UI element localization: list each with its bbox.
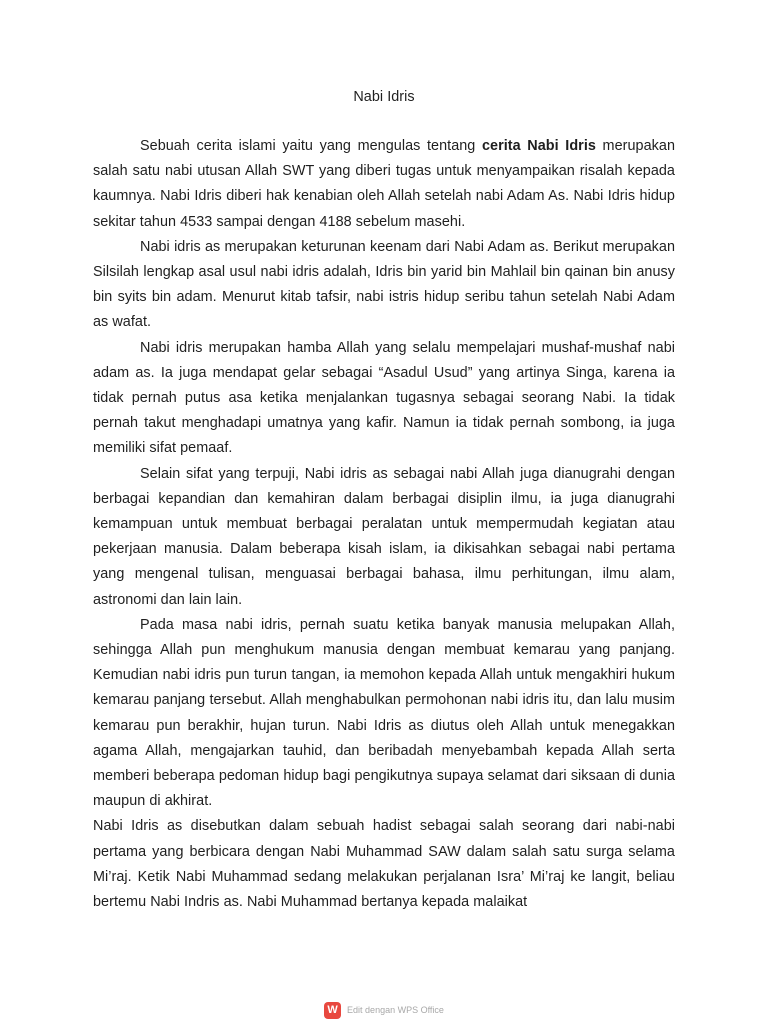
paragraph-6: Nabi Idris as disebutkan dalam sebuah hadist sebagai salah seorang dari nabi-nabi pertama yang berbicara dengan Nabi Muhammad SAW dalam salah satu surga selama Mi’raj. Ketik Nabi Muhammad sedang melakukan perjalanan Isra’ Mi’raj ke langit, beliau bertemu Nabi Indris as. Nabi Muhammad bertanya kepada malaikat (93, 818, 675, 911)
wps-office-logo-icon: W (324, 1002, 341, 1019)
paragraph-2: Nabi idris as merupakan keturunan keenam dari Nabi Adam as. Berikut merupakan Silsilah lengkap asal usul nabi idris adalah, Idris bin yarid bin Mahlail bin qainan bin anusy bin syits bin adam. Menurut kitab tafsir, nabi istris hidup seribu tahun setelah Nabi Adam as wafat. (93, 238, 675, 331)
paragraph-1 (93, 134, 675, 235)
document-body (93, 86, 675, 915)
wps-footer-text: Edit dengan WPS Office (347, 1005, 444, 1015)
paragraph-5: Pada masa nabi idris, pernah suatu ketika banyak manusia melupakan Allah, sehingga Allah pun menghukum manusia dengan membuat kemarau yang panjang. Kemudian nabi idris pun turun tangan, ia memohon kepada Allah untuk mengakhiri hukum kemarau panjang tersebut. Allah menghabulkan permohonan nabi idris itu, dan lalu musim kemarau pun berakhir, hujan turun. Nabi Idris as diutus oleh Allah untuk menegakkan agama Allah, mengajarkan tauhid, dan beribadah menyebambah kepada Allah serta memberi beberapa pedoman hidup bagi pengikutnya supaya selamat dari siksaan di dunia maupun di akhirat. (93, 616, 675, 810)
paragraph-3: Nabi idris merupakan hamba Allah yang selalu mempelajari mushaf-mushaf nabi adam as. Ia juga mendapat gelar sebagai “Asadul Usud” yang artinya Singa, karena ia tidak pernah putus asa ketika menjalankan tugasnya sebagai seorang Nabi. Ia tidak pernah takut menghadapi umatnya yang kafir. Namun ia tidak pernah sombong, ia juga memiliki sifat pemaaf. (93, 339, 675, 457)
paragraph-1-bold-phrase: cerita Nabi Idris (481, 138, 596, 154)
paragraph-1-intro: Sebuah cerita islami yaitu yang mengulas tentang (140, 138, 482, 154)
paragraph-1-rest: merupakan salah satu nabi utusan Allah SWT yang diberi tugas untuk menyampaikan risalah kepada kaumnya. Nabi Idris diberi hak kenabian oleh Allah setelah nabi Adam As. Nabi Idris hidup sekitar tahun 4533 sampai dengan 4188 sebelum masehi. (93, 138, 675, 230)
wps-footer[interactable] (0, 998, 768, 1022)
document-title: Nabi Idris (353, 89, 415, 105)
paragraph-4: Selain sifat yang terpuji, Nabi idris as sebagai nabi Allah juga dianugrahi dengan berbagai kepandian dan kemahiran dalam berbagai disiplin ilmu, ia juga dianugrahi kemampuan untuk membuat berbagai peralatan untuk mempermudah kegiatan atau pekerjaan manusia. Dalam beberapa kisah islam, ia dikisahkan sebagai nabi pertama yang mengenal tulisan, menguasai berbagai bahasa, ilmu perhitungan, ilmu alam, astronomi dan lain lain. (93, 465, 675, 608)
